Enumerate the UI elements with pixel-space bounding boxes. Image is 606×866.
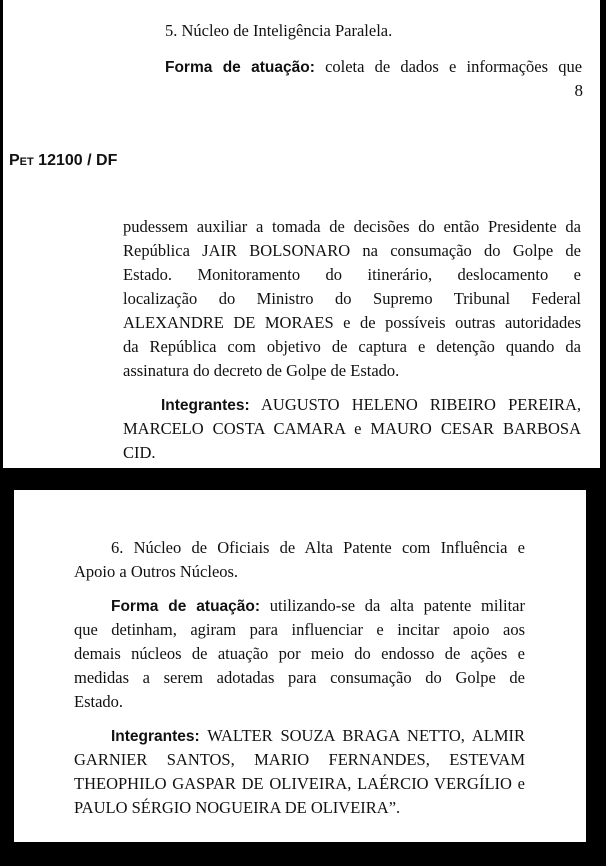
item-5-forma-line [165,57,582,78]
integrantes-label: Integrantes: [161,397,250,414]
item-6-forma-line [111,596,525,617]
header-pet-prefix: Pet [9,152,34,169]
integrantes-line [161,395,581,416]
integrantes-line: GARNIER SANTOS, MARIO FERNANDES, ESTEVAM [74,750,525,769]
forma-text: coleta de dados e informações que [325,57,583,76]
text-line: pudessem auxiliar a tomada de decisões do então Presidente da [123,217,581,236]
integrantes-label: Integrantes: [111,728,200,745]
document-header [9,151,117,171]
integrantes-line [111,726,525,747]
integrantes-line: CID. [123,443,156,462]
header-pet-rest: 12100 / DF [33,152,118,169]
document-panel-bottom [14,490,586,842]
text-line: demais núcleos de atuação por meio do endosso de ações e [74,644,525,663]
text-line: que detinham, agiram para influenciar e incitar apoio aos [74,620,525,639]
item-6-heading-cont: Apoio a Outros Núcleos. [74,562,239,581]
document-panel-top [3,0,600,468]
text-line: localização do Ministro do Supremo Tribunal Federal [123,289,581,308]
text-line: República JAIR BOLSONARO na consumação do Golpe de [123,241,581,260]
page-number: 8 [574,81,583,100]
text-line: da República com objetivo de captura e detenção quando da [123,337,581,356]
item-6-heading: 6. Núcleo de Oficiais de Alta Patente com Influência e [111,538,525,557]
text-line: assinatura do decreto de Golpe de Estado. [123,361,400,380]
integrantes-line: PAULO SÉRGIO NOGUEIRA DE OLIVEIRA”. [74,798,401,817]
item-5-heading: 5. Núcleo de Inteligência Paralela. [165,21,393,40]
text-line: ALEXANDRE DE MORAES e de possíveis outras autoridades [123,313,581,332]
integrantes-line: THEOPHILO GASPAR DE OLIVEIRA, LAÉRCIO VERGÍLIO e [74,774,525,793]
integrantes-text: WALTER SOUZA BRAGA NETTO, ALMIR [207,726,526,745]
forma-text: utilizando-se da alta patente militar [269,596,526,615]
text-line: Estado. Monitoramento do itinerário, deslocamento e [123,265,581,284]
forma-label: Forma de atuação: [165,59,315,76]
integrantes-text: AUGUSTO HELENO RIBEIRO PEREIRA, [261,395,582,414]
forma-label: Forma de atuação: [111,598,261,615]
text-line: medidas a serem adotadas para consumação do Golpe de [74,668,525,687]
text-line: Estado. [74,692,124,711]
integrantes-line: MARCELO COSTA CAMARA e MAURO CESAR BARBOSA [123,419,581,438]
